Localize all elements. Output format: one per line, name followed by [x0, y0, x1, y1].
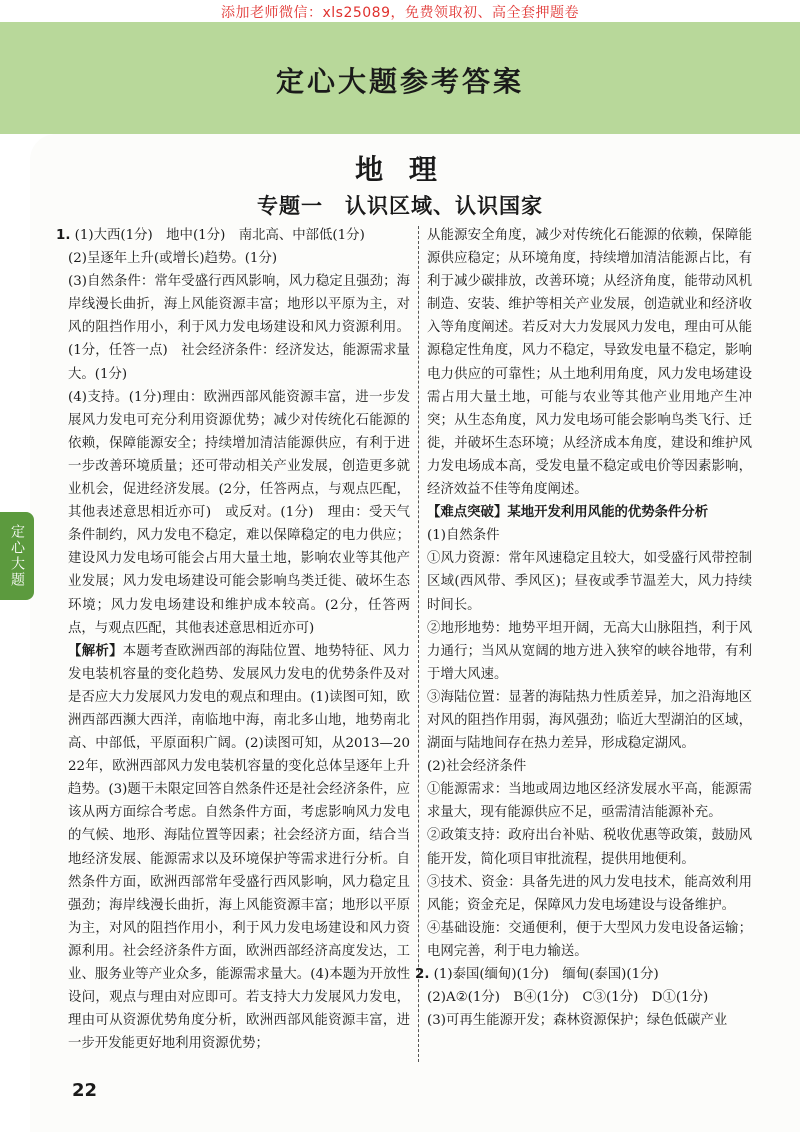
analysis-continued: 从能源安全角度，减少对传统化石能源的依赖，保障能源供应稳定；从环境角度，持续增加清洁能源占比，有利于减少碳排放，改善环境；从经济角度，能带动风机制造、安装、维护等相关产业发展，创造就业和经济收入等角度阐述。若反对大力发展风力发电，理由可从能源稳定性角度，风力不稳定，导致发电量不稳定，影响电力供应的可靠性；从土地利用角度，风力发电场建设需占用大量土地，可能与农业等其他产业用地产生冲突；从生态角度，风力发电场可能会影响鸟类飞行、迁徙，并破坏生态环境；从经济成本角度，建设和维护风力发电场成本高，受发电量不稳定或电价等因素影响，经济效益不佳等角度阐述。 [427, 228, 752, 498]
question-number: 2. [415, 967, 430, 982]
social-condition-4: ④基础设施：交通便利，便于大型风力发电设备运输；电网完善，利于电力输送。 [427, 920, 752, 959]
q2-line-1 [415, 963, 752, 986]
topic-heading: 专题一 认识区域、认识国家 [257, 194, 543, 218]
analysis-text: 本题考查欧洲西部的海陆位置、地势特征、风力发电装机容量的变化趋势、发展风力发电的优势条件及对是否应大力发展风力发电的观点和理由。(1)读图可知，欧洲西部西濒大西洋，南临地中海，南北多山地，地势南北高、中部低，平原面积广阔。(2)读图可知，从2013—2022年，欧洲西部风力发电装机容量的变化总体呈逐年上升趋势。(3)题干未限定回答自然条件还是社会经济条件，应该从两方面综合考虑。自然条件方面，考虑影响风力发电的气候、地形、海陆位置等因素；社会经济方面，结合当地经济发展、能源需求以及环境保护等需求进行分析。自然条件方面，欧洲西部常年受盛行西风影响，风力稳定且强劲；海岸线漫长曲折，海上风能资源丰富；地形以平原为主，对风的阻挡作用小，利于风力发电场建设和风力资源利用。社会经济条件方面，欧洲西部经济高度发达，工业、服务业等产业众多，能源需求量大。(4)本题为开放性设问，观点与理由对应即可。若支持大力发展风力发电，理由可从资源优势角度分析，欧洲西部风能资源丰富，进一步开发能更好地利用资源优势； [68, 643, 411, 1052]
q1-part-4: (4)支持。(1分)理由：欧洲西部风能资源丰富，进一步发展风力发电可充分利用资源优势；减少对传统化石能源的依赖，保障能源安全；持续增加清洁能源供应，有利于进一步改善环境质量；还可带动相关产业发展，创造更多就业机会，促进经济发展。(2分，任答两点，与观点匹配，其他表述意思相近亦可) 或反对。(1分) 理由：受天气条件制约，风力发电不稳定，难以保障稳定的电力供应；建设风力发电场可能会占用大量土地，影响农业等其他产业发展；风力发电场建设可能会影响鸟类迁徙、破坏生态环境；风力发电场建设和维护成本较高。(2分，任答两点，与观点匹配，其他表述意思相近亦可) [68, 389, 410, 636]
q1-part-2: (2)呈逐年上升(或增长)趋势。(1分) [68, 251, 278, 267]
breakthrough-heading: 【难点突破】某地开发利用风能的优势条件分析 [427, 504, 709, 521]
q1-part-1: (1)大西(1分) 地中(1分) 南北高、中部低(1分) [74, 228, 365, 243]
q2-part-3: (3)可再生能源开发；森林资源保护；绿色低碳产业 [427, 1013, 728, 1029]
right-column [415, 224, 752, 1032]
column-divider [418, 226, 419, 1062]
page-number: 22 [72, 1080, 98, 1101]
social-condition-1: ①能源需求：当地或周边地区经济发展水平高，能源需求量大，现有能源供应不足，亟需清洁能源补充。 [427, 782, 752, 821]
q1-line-1 [56, 224, 410, 247]
subject-heading: 地 理 [355, 153, 445, 186]
watermark-text: 添加老师微信：xls25089，免费领取初、高全套押题卷 [220, 5, 579, 21]
question-number: 1. [56, 228, 71, 243]
analysis-tag: 【解析】 [68, 642, 123, 659]
natural-conditions-heading: (1)自然条件 [427, 528, 500, 544]
side-tab: 定心大题 [0, 512, 34, 600]
left-column [56, 224, 411, 1055]
natural-condition-1: ①风力资源：常年风速稳定且较大，如受盛行风带控制区域(西风带、季风区)；昼夜或季节温差大，风力持续时间长。 [427, 551, 752, 613]
natural-condition-2: ②地形地势：地势平坦开阔，无高大山脉阻挡，利于风力通行；当风从宽阔的地方进入狭窄的峡谷地带，有利于增大风速。 [427, 620, 752, 682]
q2-part-2: (2)A②(1分) B④(1分) C③(1分) D①(1分) [427, 990, 709, 1006]
natural-condition-3: ③海陆位置：显著的海陆热力性质差异，加之沿海地区对风的阻挡作用弱，海风强劲；临近大型湖泊的区域，湖面与陆地间存在热力差异，形成稳定湖风。 [427, 689, 752, 752]
q2-part-1: (1)泰国(缅甸)(1分) 缅甸(泰国)(1分) [433, 967, 659, 982]
q1-part-3: (3)自然条件：常年受盛行西风影响，风力稳定且强劲；海岸线漫长曲折，海上风能资源丰富；地形以平原为主，对风的阻挡作用小，利于风力发电场建设和风力资源利用。(1分，任答一点) 社会经济条件：经济发达，能源需求量大。(1分) [68, 274, 410, 382]
social-condition-3: ③技术、资金：具备先进的风力发电技术，能高效利用风能；资金充足，保障风力发电场建设与设备维护。 [427, 874, 752, 913]
social-conditions-heading: (2)社会经济条件 [427, 759, 527, 775]
banner-title: 定心大题参考答案 [275, 65, 524, 98]
analysis [68, 640, 410, 1056]
social-condition-2: ②政策支持：政府出台补贴、税收优惠等政策，鼓励风能开发，简化项目审批流程，提供用地便利。 [427, 828, 752, 867]
